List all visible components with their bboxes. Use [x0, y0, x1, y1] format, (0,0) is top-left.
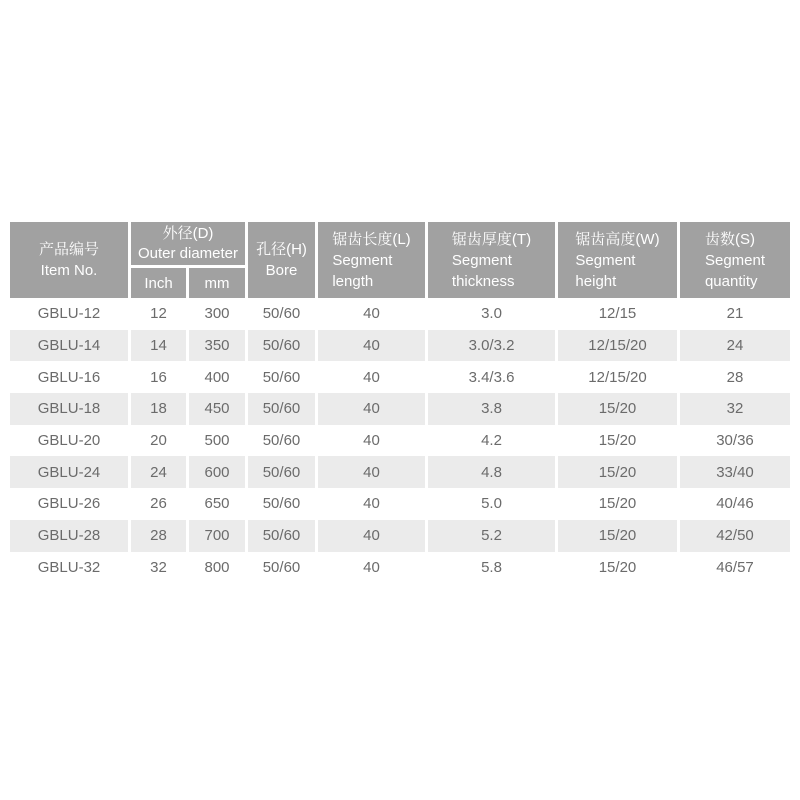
table-cell: 300 — [189, 298, 245, 330]
table-cell: 50/60 — [248, 456, 315, 488]
table-cell: 50/60 — [248, 393, 315, 425]
header-item-no-zh: 产品编号 — [38, 241, 99, 258]
table-cell: 3.0/3.2 — [428, 330, 555, 362]
table-cell: GBLU-18 — [10, 393, 128, 425]
header-item-no — [10, 222, 128, 298]
table-cell: 12 — [131, 298, 186, 330]
header-bore-en: Bore — [265, 262, 298, 279]
table-cell: 50/60 — [248, 298, 315, 330]
table-cell: 5.0 — [428, 488, 555, 520]
header-segment-thickness-en1: Segment — [451, 251, 512, 269]
table-cell: 600 — [189, 456, 245, 488]
table-row — [10, 361, 790, 393]
table-header — [10, 222, 790, 298]
table-cell: 15/20 — [558, 520, 677, 552]
header-segment-length-zh: 锯齿长度(L) — [332, 230, 411, 248]
table-cell: 46/57 — [680, 552, 790, 584]
table-cell: 28 — [131, 520, 186, 552]
table-row — [10, 425, 790, 457]
table-cell: 15/20 — [558, 552, 677, 584]
table-cell: 5.8 — [428, 552, 555, 584]
table-cell: 350 — [189, 330, 245, 362]
table-cell: 20 — [131, 425, 186, 457]
table-cell: GBLU-26 — [10, 488, 128, 520]
table-cell: 24 — [680, 330, 790, 362]
header-segment-quantity — [680, 222, 790, 298]
table-cell: 40 — [318, 552, 425, 584]
header-segment-length — [318, 222, 425, 298]
table-cell: 3.0 — [428, 298, 555, 330]
header-segment-height-en1: Segment — [575, 251, 636, 269]
product-spec-table — [10, 222, 790, 583]
table-cell: GBLU-28 — [10, 520, 128, 552]
header-item-no-en: Item No. — [40, 262, 98, 279]
header-outer-diameter-subrow — [131, 268, 245, 298]
table-cell: 24 — [131, 456, 186, 488]
header-segment-height — [558, 222, 677, 298]
header-segment-thickness — [428, 222, 555, 298]
header-mm: mm — [189, 268, 245, 298]
table-cell: 800 — [189, 552, 245, 584]
table-cell: 50/60 — [248, 361, 315, 393]
table-row — [10, 393, 790, 425]
header-segment-quantity-zh: 齿数(S) — [704, 230, 755, 248]
table-cell: 50/60 — [248, 488, 315, 520]
table-cell: GBLU-16 — [10, 361, 128, 393]
table-cell: 4.2 — [428, 425, 555, 457]
table-cell: 18 — [131, 393, 186, 425]
table-cell: 30/36 — [680, 425, 790, 457]
table-row — [10, 520, 790, 552]
table-cell: 50/60 — [248, 520, 315, 552]
table-cell: 5.2 — [428, 520, 555, 552]
table-cell: 450 — [189, 393, 245, 425]
table-cell: 33/40 — [680, 456, 790, 488]
header-bore-zh: 孔径(H) — [256, 241, 307, 258]
table-cell: 700 — [189, 520, 245, 552]
table-cell: GBLU-32 — [10, 552, 128, 584]
table-cell: GBLU-20 — [10, 425, 128, 457]
table-cell: 42/50 — [680, 520, 790, 552]
table-cell: 32 — [680, 393, 790, 425]
header-segment-height-en2: height — [575, 272, 617, 290]
header-segment-thickness-en2: thickness — [451, 272, 515, 290]
header-outer-diameter-label — [131, 222, 245, 265]
header-segment-length-en2: length — [332, 272, 374, 290]
table-cell: 50/60 — [248, 425, 315, 457]
table-cell: GBLU-12 — [10, 298, 128, 330]
table-cell: 15/20 — [558, 425, 677, 457]
table-cell: 40 — [318, 425, 425, 457]
table-cell: GBLU-14 — [10, 330, 128, 362]
table-cell: 12/15/20 — [558, 330, 677, 362]
table-row — [10, 330, 790, 362]
header-outer-diameter — [131, 222, 245, 298]
header-segment-height-zh: 锯齿高度(W) — [575, 230, 660, 248]
table-cell: 12/15/20 — [558, 361, 677, 393]
header-segment-quantity-en2: quantity — [704, 272, 758, 290]
table-row — [10, 298, 790, 330]
table-row — [10, 488, 790, 520]
table-cell: 15/20 — [558, 393, 677, 425]
table-cell: 50/60 — [248, 552, 315, 584]
table-cell: 28 — [680, 361, 790, 393]
header-inch: Inch — [131, 268, 186, 298]
table-cell: 14 — [131, 330, 186, 362]
table-cell: 3.4/3.6 — [428, 361, 555, 393]
table-cell: 40 — [318, 361, 425, 393]
table-cell: 40 — [318, 456, 425, 488]
table-cell: 40 — [318, 298, 425, 330]
table-cell: 40 — [318, 393, 425, 425]
table-cell: 16 — [131, 361, 186, 393]
table-cell: 40 — [318, 488, 425, 520]
table-cell: 21 — [680, 298, 790, 330]
table-cell: GBLU-24 — [10, 456, 128, 488]
table-cell: 40 — [318, 330, 425, 362]
table-cell: 650 — [189, 488, 245, 520]
header-segment-length-en1: Segment — [332, 251, 393, 269]
table-cell: 400 — [189, 361, 245, 393]
header-outer-diameter-en: Outer diameter — [137, 244, 239, 262]
header-segment-quantity-en1: Segment — [704, 251, 766, 269]
header-bore — [248, 222, 315, 298]
table-cell: 15/20 — [558, 456, 677, 488]
table-cell: 40 — [318, 520, 425, 552]
table-cell: 15/20 — [558, 488, 677, 520]
table-cell: 3.8 — [428, 393, 555, 425]
table-cell: 12/15 — [558, 298, 677, 330]
header-outer-diameter-zh: 外径(D) — [162, 224, 214, 242]
table-cell: 50/60 — [248, 330, 315, 362]
table-cell: 26 — [131, 488, 186, 520]
table-row — [10, 456, 790, 488]
table-cell: 4.8 — [428, 456, 555, 488]
table-row — [10, 552, 790, 584]
header-segment-thickness-zh: 锯齿厚度(T) — [451, 230, 532, 248]
table-body — [10, 298, 790, 583]
table-cell: 32 — [131, 552, 186, 584]
table-cell: 500 — [189, 425, 245, 457]
table-cell: 40/46 — [680, 488, 790, 520]
